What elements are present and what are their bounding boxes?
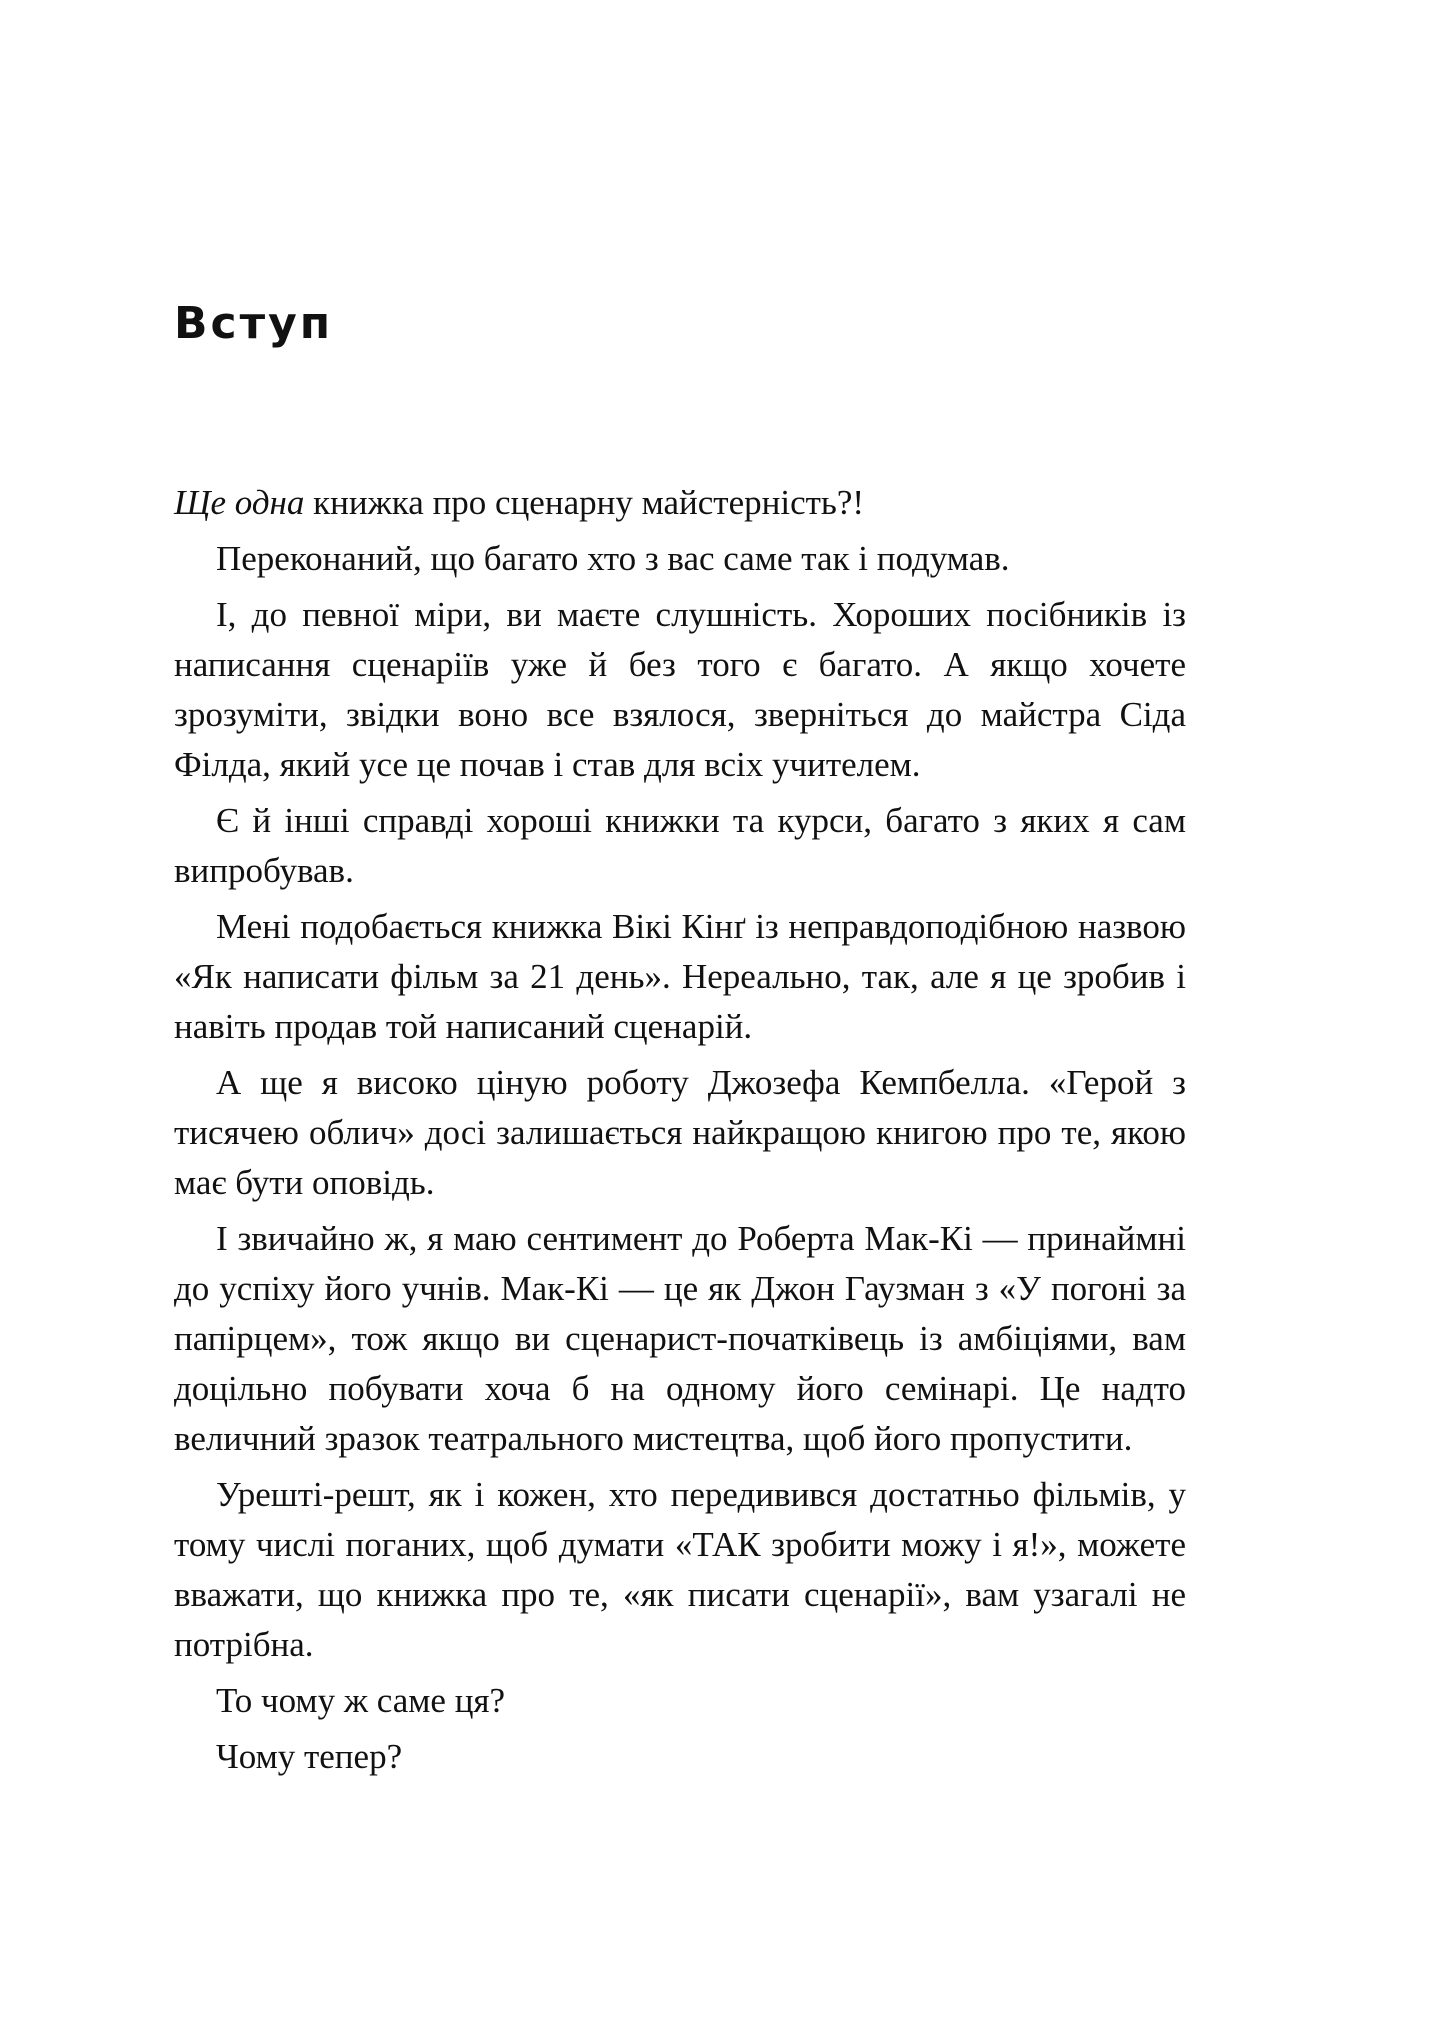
paragraph-7: І звичайно ж, я маю сентимент до Роберта Мак-Кі — принаймні до успіху його учнів. Мак-Кі — це як Джон Гаузман з «У погоні за папірцем», тож якщо ви сценарист-початківець із амбіціями, вам доцільно побувати хоча б на одному його семінарі. Це надто величний зразок театрального мистецтва, щоб його пропустити. <box>174 1219 1186 1458</box>
paragraph-5: Мені подобається книжка Вікі Кінґ із неправдоподібною назвою «Як написати фільм за 21 день». Нереально, так, але я це зробив і навіть продав той написаний сценарій. <box>174 907 1186 1046</box>
paragraph-1 <box>174 478 1186 528</box>
paragraph-1-italic-lead: Ще одна <box>174 483 305 522</box>
chapter-body <box>174 478 1186 1782</box>
paragraph-2: Переконаний, що багато хто з вас саме так і подумав. <box>216 539 1010 578</box>
chapter-heading: Вступ <box>174 298 334 349</box>
paragraph-4: Є й інші справді хороші книжки та курси, багато з яких я сам випробував. <box>174 801 1186 890</box>
paragraph-1-text: книжка про сценарну майстерність?! <box>304 483 865 522</box>
paragraph-3: І, до певної міри, ви маєте слушність. Хороших посібників із написання сценаріїв уже й без того є багато. А якщо хочете зрозуміти, звідки воно все взялося, зверніться до майстра Сіда Філда, який усе це почав і став для всіх учителем. <box>174 595 1186 784</box>
paragraph-9: То чому ж саме ця? <box>216 1681 506 1720</box>
paragraph-10: Чому тепер? <box>216 1737 403 1776</box>
paragraph-6: А ще я високо ціную роботу Джозефа Кемпбелла. «Герой з тисячею облич» досі залишається найкращою книгою про те, якою має бути оповідь. <box>174 1063 1186 1202</box>
paragraph-8: Урешті-решт, як і кожен, хто передивився достатньо фільмів, у тому числі поганих, щоб думати «ТАК зробити можу і я!», можете вважати, що книжка про те, «як писати сценарії», вам узагалі не потрібна. <box>174 1475 1186 1664</box>
